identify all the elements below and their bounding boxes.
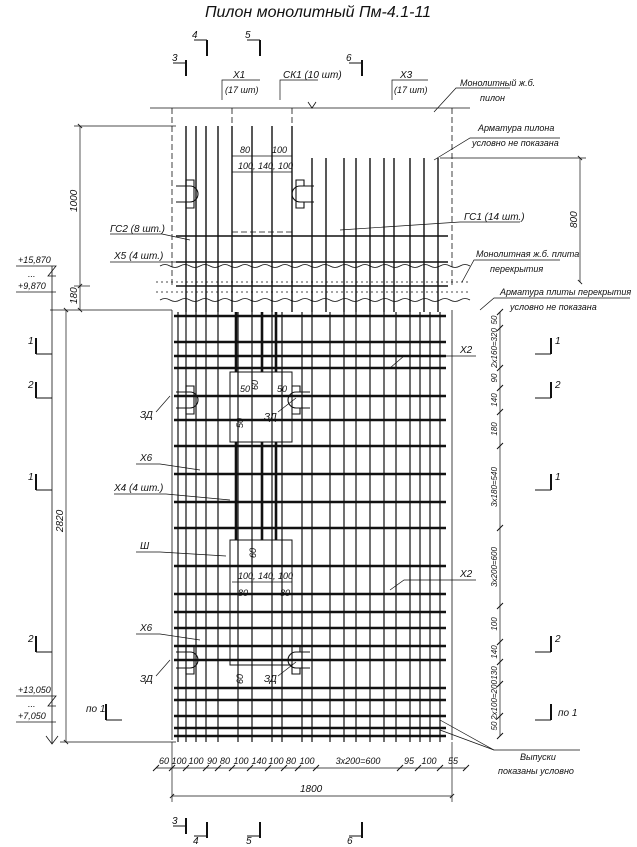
dim-top-100: 100 <box>272 145 288 155</box>
side-mark-r4: 2 <box>555 634 561 645</box>
callout-zd-1: ЗД <box>140 410 153 421</box>
bottom-dim-value: 80 <box>285 756 297 766</box>
level-marks <box>16 266 58 744</box>
callout-x6-lower: Х6 <box>140 623 153 634</box>
dim-top-row: 100, 140, 100 <box>238 161 294 171</box>
callout-slab-rebar-1: Арматура плиты перекрытия <box>500 287 632 297</box>
dim-2820: 2820 <box>55 509 66 532</box>
dim-mid-80a: 80 <box>238 588 249 598</box>
callout-x3: Х3 <box>400 70 413 81</box>
section-mark-6-top: 6 <box>346 53 352 64</box>
bottom-dim-value: 100 <box>268 756 284 766</box>
callout-x4: Х4 (4 шт.) <box>114 483 164 494</box>
dim-opening-50b: 50 <box>277 384 288 394</box>
callout-slab-rebar-2: условно не показана <box>510 302 597 312</box>
section-mark-5-top: 5 <box>245 30 251 41</box>
bottom-dim-value: 60 <box>158 756 170 766</box>
callout-zd-3: ЗД <box>140 674 153 685</box>
callout-sh: Ш <box>140 541 150 552</box>
bottom-dim-value: 100 <box>421 756 437 766</box>
right-dim-value: 180 <box>490 422 499 436</box>
section-mark-6-bottom: 6 <box>347 836 353 847</box>
bottom-dim-value: 95 <box>403 756 415 766</box>
bottom-dim-value: 140 <box>251 756 267 766</box>
right-dim-value: 2x100=200 <box>490 680 499 720</box>
bottom-dimension-chain <box>159 756 459 766</box>
dim-opening-50a: 50 <box>240 384 251 394</box>
dim-top-80: 80 <box>240 145 251 155</box>
right-dim-value: 3x180=540 <box>490 467 499 507</box>
dim-180: 180 <box>69 287 80 304</box>
callout-slab-1: Монолитная ж.б. плита <box>476 249 580 259</box>
section-marks-top <box>173 40 362 838</box>
callout-x3-qty: (17 шт) <box>394 85 428 95</box>
level-ellipsis-bottom: ... <box>28 699 36 709</box>
section-mark-4-top: 4 <box>192 30 198 41</box>
callout-slab-2: перекрытия <box>490 264 544 274</box>
callout-monolith-pylon-1: Монолитный ж.б. <box>460 78 536 88</box>
bottom-dim-value: 55 <box>447 756 459 766</box>
callout-monolith-pylon-2: пилон <box>480 93 505 103</box>
callout-x1: Х1 <box>233 70 246 81</box>
dim-1000: 1000 <box>69 189 80 212</box>
dim-mid-80b: 80 <box>280 588 291 598</box>
bottom-dim-value: 3x200=600 <box>335 756 381 766</box>
right-dim-value: 100 <box>490 617 499 631</box>
section-mark-4-bottom: 4 <box>193 836 199 847</box>
dim-800: 800 <box>569 211 580 228</box>
right-dim-value: 50 <box>490 315 499 325</box>
side-mark-r3: 1 <box>555 472 561 483</box>
bottom-dim-value: 100 <box>299 756 315 766</box>
dim-1800: 1800 <box>300 784 323 795</box>
right-dim-value: 3x200=600 <box>490 547 499 587</box>
horizontal-rebars <box>174 236 448 736</box>
dim-opening-60c: 60 <box>235 673 245 684</box>
right-dim-value: 50 <box>490 721 499 731</box>
callout-x6-upper: Х6 <box>140 453 153 464</box>
callout-zd-4: ЗД <box>264 674 277 685</box>
floor-slab <box>50 265 470 311</box>
callout-gs2: ГС2 (8 шт.) <box>110 224 165 235</box>
side-mark-r2: 2 <box>555 380 561 391</box>
right-dim-value: 90 <box>490 373 499 383</box>
callout-zd-2: ЗД <box>264 412 277 423</box>
dim-opening-50c: 50 <box>235 417 245 428</box>
level-7050: +7,050 <box>18 711 46 721</box>
bottom-dim-value: 100 <box>188 756 204 766</box>
drawing-title: Пилон монолитный Пм-4.1-11 <box>204 4 432 21</box>
right-dimension-chain <box>490 315 499 730</box>
side-mark-l1: 1 <box>28 336 34 347</box>
callout-sk1: СК1 (10 шт) <box>283 70 342 81</box>
bottom-dim-value: 90 <box>206 756 218 766</box>
right-dim-value: 2x160=320 <box>490 328 499 368</box>
dim-opening-60b: 60 <box>248 547 258 558</box>
side-mark-po1-right: по 1 <box>558 708 578 719</box>
level-13050: +13,050 <box>18 685 51 695</box>
dim-opening-60a: 60 <box>250 379 260 390</box>
right-dim-value: 130 <box>490 666 499 680</box>
bottom-dim-value: 100 <box>171 756 187 766</box>
dim-mid-row: 100, 140, 100 <box>238 571 294 581</box>
level-ellipsis-top: ... <box>28 269 36 279</box>
callout-x2-upper: Х2 <box>460 345 473 356</box>
callout-pylon-rebar-2: условно не показана <box>472 138 559 148</box>
callout-gs1: ГС1 (14 шт.) <box>464 212 525 223</box>
right-dim-value: 140 <box>490 393 499 407</box>
side-mark-l3: 1 <box>28 472 34 483</box>
section-mark-3-top: 3 <box>172 53 178 64</box>
side-mark-l4: 2 <box>28 634 34 645</box>
callout-pylon-rebar-1: Арматура пилона <box>478 123 555 133</box>
section-mark-3-bottom: 3 <box>172 816 178 827</box>
level-15870: +15,870 <box>18 255 51 265</box>
side-mark-r1: 1 <box>555 336 561 347</box>
callout-x1-qty: (17 шт) <box>225 85 259 95</box>
callout-vypuski-2: показаны условно <box>498 766 574 776</box>
right-dim-value: 140 <box>490 645 499 659</box>
side-mark-po1-left: по 1 <box>86 704 106 715</box>
section-mark-5-bottom: 5 <box>246 836 252 847</box>
side-mark-l2: 2 <box>28 380 34 391</box>
bottom-dim-value: 80 <box>219 756 231 766</box>
bottom-dim-value: 100 <box>233 756 249 766</box>
vertical-rebars-upper <box>186 126 438 312</box>
callout-vypuski-1: Выпуски <box>520 752 556 762</box>
level-9870: +9,870 <box>18 281 46 291</box>
callout-x5: Х5 (4 шт.) <box>114 251 164 262</box>
callout-x2-lower: Х2 <box>460 569 473 580</box>
